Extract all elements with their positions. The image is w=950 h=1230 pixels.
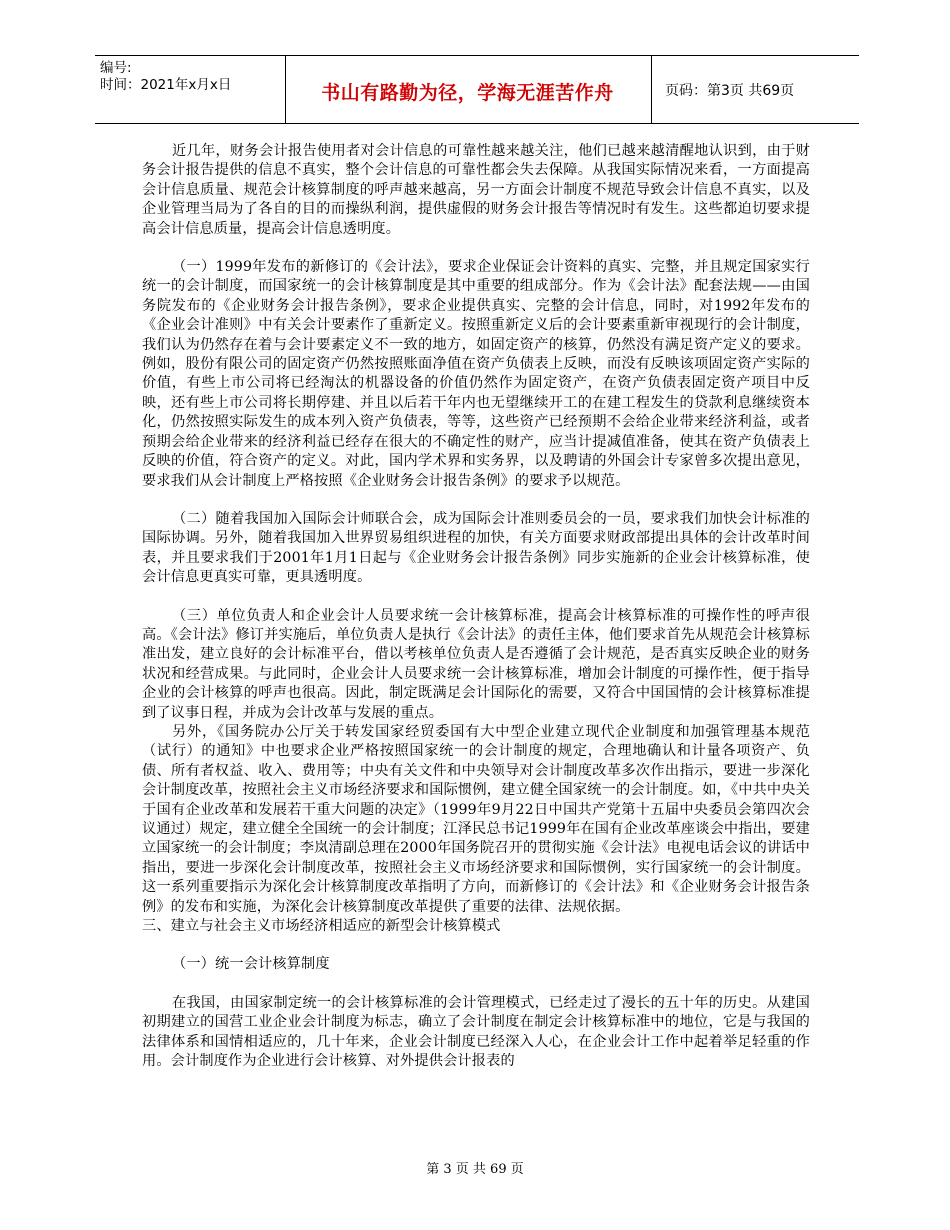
paragraph: 近几年，财务会计报告使用者对会计信息的可靠性越来越关注，他们已越来越清醒地认识到，由于财务会计报告提供的信息不真实，整个会计信息的可靠性都会失去保障。从我国实际情况来看，一方面提高会计信息质量、规范会计核算制度的呼声越来越高，另一方面会计制度不规范导致会计信息不真实，以及企业管理当局为了各自的目的而操纵利润，提供虚假的财务会计报告等情况时有发生。这些都迫切要求提高会计信息质量，提高会计信息透明度。	[142, 143, 810, 237]
paragraph: （三）单位负责人和企业会计人员要求统一会计核算标准，提高会计核算标准的可操作性的呼声很高。《会计法》修订并实施后，单位负责人是执行《会计法》的责任主体，他们要求首先从规范会计核算标准出发，建立良好的会计标准平台，借以考核单位负责人是否遵循了会计规范，是否真实反映企业的财务状况和经营成果。与此同时，企业会计人员要求统一会计核算标准，增加会计制度的可操作性，便于指导企业的会计核算的呼声也很高。因此，制定既满足会计国际化的需要，又符合中国国情的会计核算标准提到了议事日程，并成为会计改革与发展的重点。	[142, 607, 810, 721]
section-heading: 三、建立与社会主义市场经济相适应的新型会计核算模式	[142, 918, 501, 935]
page-header	[95, 55, 859, 124]
page-footer: 第 3 页 共 69 页	[426, 1162, 524, 1177]
paragraph: 另外，《国务院办公厅关于转发国家经贸委国有大中型企业建立现代企业制度和加强管理基本规范（试行）的通知》中也要求企业严格按照国家统一的会计制度的规定，合理地确认和计量各项资产、负债、所有者权益、收入、费用等；中央有关文件和中央领导对会计制度改革多次作出指示，要进一步深化会计制度改革，按照社会主义市场经济要求和国际惯例，建立健全国家统一的会计制度。如，《中共中央关于国有企业改革和发展若干重大问题的决定》（1999年9月22日中国共产党第十五届中央委员会第四次会议通过）规定，建立健全全国统一的会计制度；江泽民总书记1999年在国有企业改革座谈会中指出，要建立国家统一的会计制度；李岚清副总理在2000年国务院召开的贯彻实施《会计法》电视电话会议的讲话中指出，要进一步深化会计制度改革，按照社会主义市场经济要求和国际惯例，实行国家统一的会计制度。这一系列重要指示为深化会计核算制度改革指明了方向，而新修订的《会计法》和《企业财务会计报告条例》的发布和实施，为深化会计核算制度改革提供了重要的法律、法规依据。	[142, 723, 810, 915]
header-page-info: 页码：第3页 共69页	[665, 83, 795, 99]
time-label: 时间：2021年x月x日	[100, 77, 232, 93]
number-label: 编号:	[100, 60, 132, 76]
paragraph: 在我国，由国家制定统一的会计核算标准的会计管理模式，已经走过了漫长的五十年的历史。从建国初期建立的国营工业企业会计制度为标志，确立了会计制度在制定会计核算标准中的地位，它是与我国的法律体系和国情相适应的，几十年来，企业会计制度已经深入人心，在企业会计工作中起着举足轻重的作用。会计制度作为企业进行会计核算、对外提供会计报表的	[142, 994, 810, 1070]
header-meta	[100, 60, 231, 94]
header-divider	[651, 56, 652, 123]
paragraph: （二）随着我国加入国际会计师联合会，成为国际会计准则委员会的一员，要求我们加快会计标准的国际协调。另外，随着我国加入世界贸易组织进程的加快，有关方面要求财政部提出具体的会计改革时间表，并且要求我们于2001年1月1日起与《企业财务会计报告条例》同步实施新的企业会计核算标准，使会计信息更真实可靠，更具透明度。	[142, 510, 810, 586]
header-motto: 书山有路勤为径，学海无涯苦作舟	[321, 82, 614, 104]
subsection-heading: （一）统一会计核算制度	[172, 956, 330, 973]
paragraph: （一）1999年发布的新修订的《会计法》，要求企业保证会计资料的真实、完整，并且规定国家实行统一的会计制度，而国家统一的会计核算制度是其中重要的组成部分。作为《会计法》配套法规——由国务院发布的《企业财务会计报告条例》，要求企业提供真实、完整的会计信息，同时，对1992年发布的《企业会计准则》中有关会计要素作了重新定义。按照重新定义后的会计要素重新审视现行的会计制度，我们认为仍然存在着与会计要素定义不一致的地方，如固定资产的核算，仍然没有满足资产定义的要求。例如，股份有限公司的固定资产仍然按照账面净值在资产负债表上反映，而没有反映该项固定资产实际的价值，有些上市公司将已经淘汰的机器设备的价值仍然作为固定资产，在资产负债表固定资产项目中反映，还有些上市公司将长期停建、并且以后若干年内也无望继续开工的在建工程发生的贷款利息继续资本化，仍然按照实际发生的成本列入资产负债表，等等，这些资产已经预期不会给企业带来经济利益，或者预期会给企业带来的经济利益已经存在很大的不确定性的财产，应当计提减值准备，使其在资产负债表上反映的价值，符合资产的定义。对此，国内学术界和实务界，以及聘请的外国会计专家曾多次提出意见，要求我们从会计制度上严格按照《企业财务会计报告条例》的要求予以规范。	[142, 259, 810, 489]
document-body	[142, 142, 810, 1071]
